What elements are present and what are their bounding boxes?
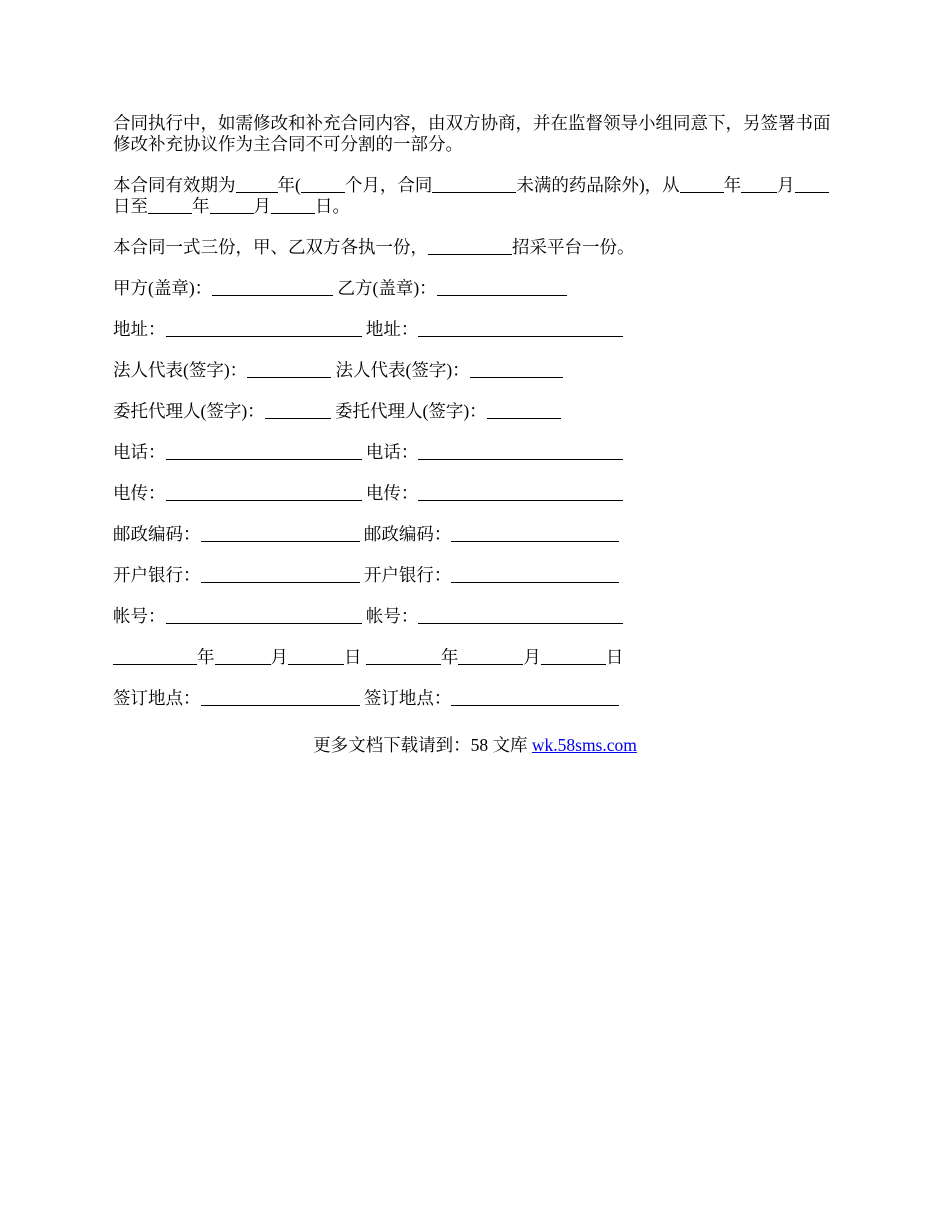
agent-row — [113, 401, 841, 422]
platform-blank — [428, 238, 512, 255]
copies-paragraph — [113, 237, 841, 258]
footer-text: 更多文档下载请到：58 文库 — [313, 735, 532, 755]
phone-b-label: 电话： — [365, 442, 419, 462]
legal-rep-a-blank — [247, 361, 331, 378]
fax-a-blank — [166, 484, 362, 501]
place-b-blank — [451, 689, 619, 706]
start-day-blank — [795, 176, 829, 193]
fax-row — [113, 483, 841, 504]
validity-paragraph — [113, 175, 841, 217]
place-a-label: 签订地点： — [113, 688, 201, 708]
months-blank — [301, 176, 345, 193]
postcode-row — [113, 524, 841, 545]
fax-a-label: 电传： — [113, 483, 166, 503]
place-row — [113, 688, 841, 709]
validity-text: 本合同有效期为 — [113, 175, 236, 195]
legal-rep-b-blank — [470, 361, 563, 378]
postcode-b-blank — [451, 525, 619, 542]
validity-text: 未满的药品除外)，从 — [516, 175, 680, 195]
contract-blank — [432, 176, 516, 193]
legal-rep-b-label: 法人代表(签字)： — [335, 360, 470, 380]
date-b-day-blank — [541, 648, 606, 665]
bank-a-label: 开户银行： — [113, 565, 201, 585]
year-label: 年 — [197, 647, 215, 667]
bank-b-label: 开户银行： — [363, 565, 452, 585]
copies-text: 招采平台一份。 — [512, 237, 635, 257]
address-b-blank — [418, 320, 623, 337]
month-label: 月 — [523, 647, 541, 667]
place-a-blank — [201, 689, 360, 706]
address-b-label: 地址： — [365, 319, 419, 339]
date-a-month-blank — [215, 648, 271, 665]
account-a-label: 帐号： — [113, 606, 166, 626]
agent-b-blank — [487, 402, 561, 419]
account-b-blank — [418, 607, 623, 624]
address-a-label: 地址： — [113, 319, 166, 339]
phone-a-label: 电话： — [113, 442, 166, 462]
contract-content — [113, 113, 841, 729]
account-b-label: 帐号： — [365, 606, 419, 626]
validity-text: 日至 — [113, 196, 148, 216]
end-day-blank — [271, 197, 315, 214]
address-a-blank — [166, 320, 362, 337]
bank-b-blank — [451, 566, 619, 583]
bank-row — [113, 565, 841, 586]
amendment-paragraph — [113, 113, 841, 155]
fax-b-label: 电传： — [365, 483, 419, 503]
agent-b-label: 委托代理人(签字)： — [335, 401, 487, 421]
party-row — [113, 278, 841, 299]
validity-text: 月 — [253, 196, 271, 216]
years-blank — [236, 176, 278, 193]
start-month-blank — [741, 176, 777, 193]
party-a-blank — [212, 279, 333, 296]
agent-a-label: 委托代理人(签字)： — [113, 401, 265, 421]
phone-a-blank — [166, 443, 362, 460]
phone-row — [113, 442, 841, 463]
phone-b-blank — [418, 443, 623, 460]
download-footer — [0, 735, 950, 756]
account-a-blank — [166, 607, 362, 624]
address-row — [113, 319, 841, 340]
validity-text: 日。 — [315, 196, 350, 216]
date-b-year-blank — [366, 648, 441, 665]
amendment-text: 合同执行中，如需修改和补充合同内容，由双方协商，并在监督领导小组同意下，另签署书面修改补充协议作为主合同不可分割的一部分。 — [113, 113, 831, 154]
validity-text: 年 — [192, 196, 210, 216]
start-year-blank — [680, 176, 724, 193]
date-b-month-blank — [458, 648, 523, 665]
party-b-label: 乙方(盖章)： — [337, 278, 437, 298]
site-link[interactable]: wk.58sms.com — [531, 735, 637, 755]
postcode-b-label: 邮政编码： — [363, 524, 452, 544]
validity-text: 年( — [277, 175, 301, 195]
end-year-blank — [148, 197, 192, 214]
validity-text: 月 — [777, 175, 795, 195]
postcode-a-blank — [201, 525, 360, 542]
party-b-blank — [437, 279, 567, 296]
copies-text: 本合同一式三份，甲、乙双方各执一份， — [113, 237, 428, 257]
validity-text: 个月，合同 — [344, 175, 433, 195]
fax-b-blank — [418, 484, 623, 501]
bank-a-blank — [201, 566, 360, 583]
agent-a-blank — [265, 402, 331, 419]
account-row — [113, 606, 841, 627]
date-a-day-blank — [288, 648, 344, 665]
place-b-label: 签订地点： — [363, 688, 452, 708]
date-row — [113, 647, 841, 668]
year-label: 年 — [440, 647, 459, 667]
party-a-label: 甲方(盖章)： — [113, 278, 213, 298]
day-label: 日 — [344, 647, 362, 667]
day-label: 日 — [605, 647, 624, 667]
postcode-a-label: 邮政编码： — [113, 524, 201, 544]
validity-text: 年 — [723, 175, 742, 195]
end-month-blank — [210, 197, 254, 214]
date-a-year-blank — [113, 648, 197, 665]
month-label: 月 — [270, 647, 288, 667]
legal-rep-row — [113, 360, 841, 381]
legal-rep-a-label: 法人代表(签字)： — [113, 360, 248, 380]
